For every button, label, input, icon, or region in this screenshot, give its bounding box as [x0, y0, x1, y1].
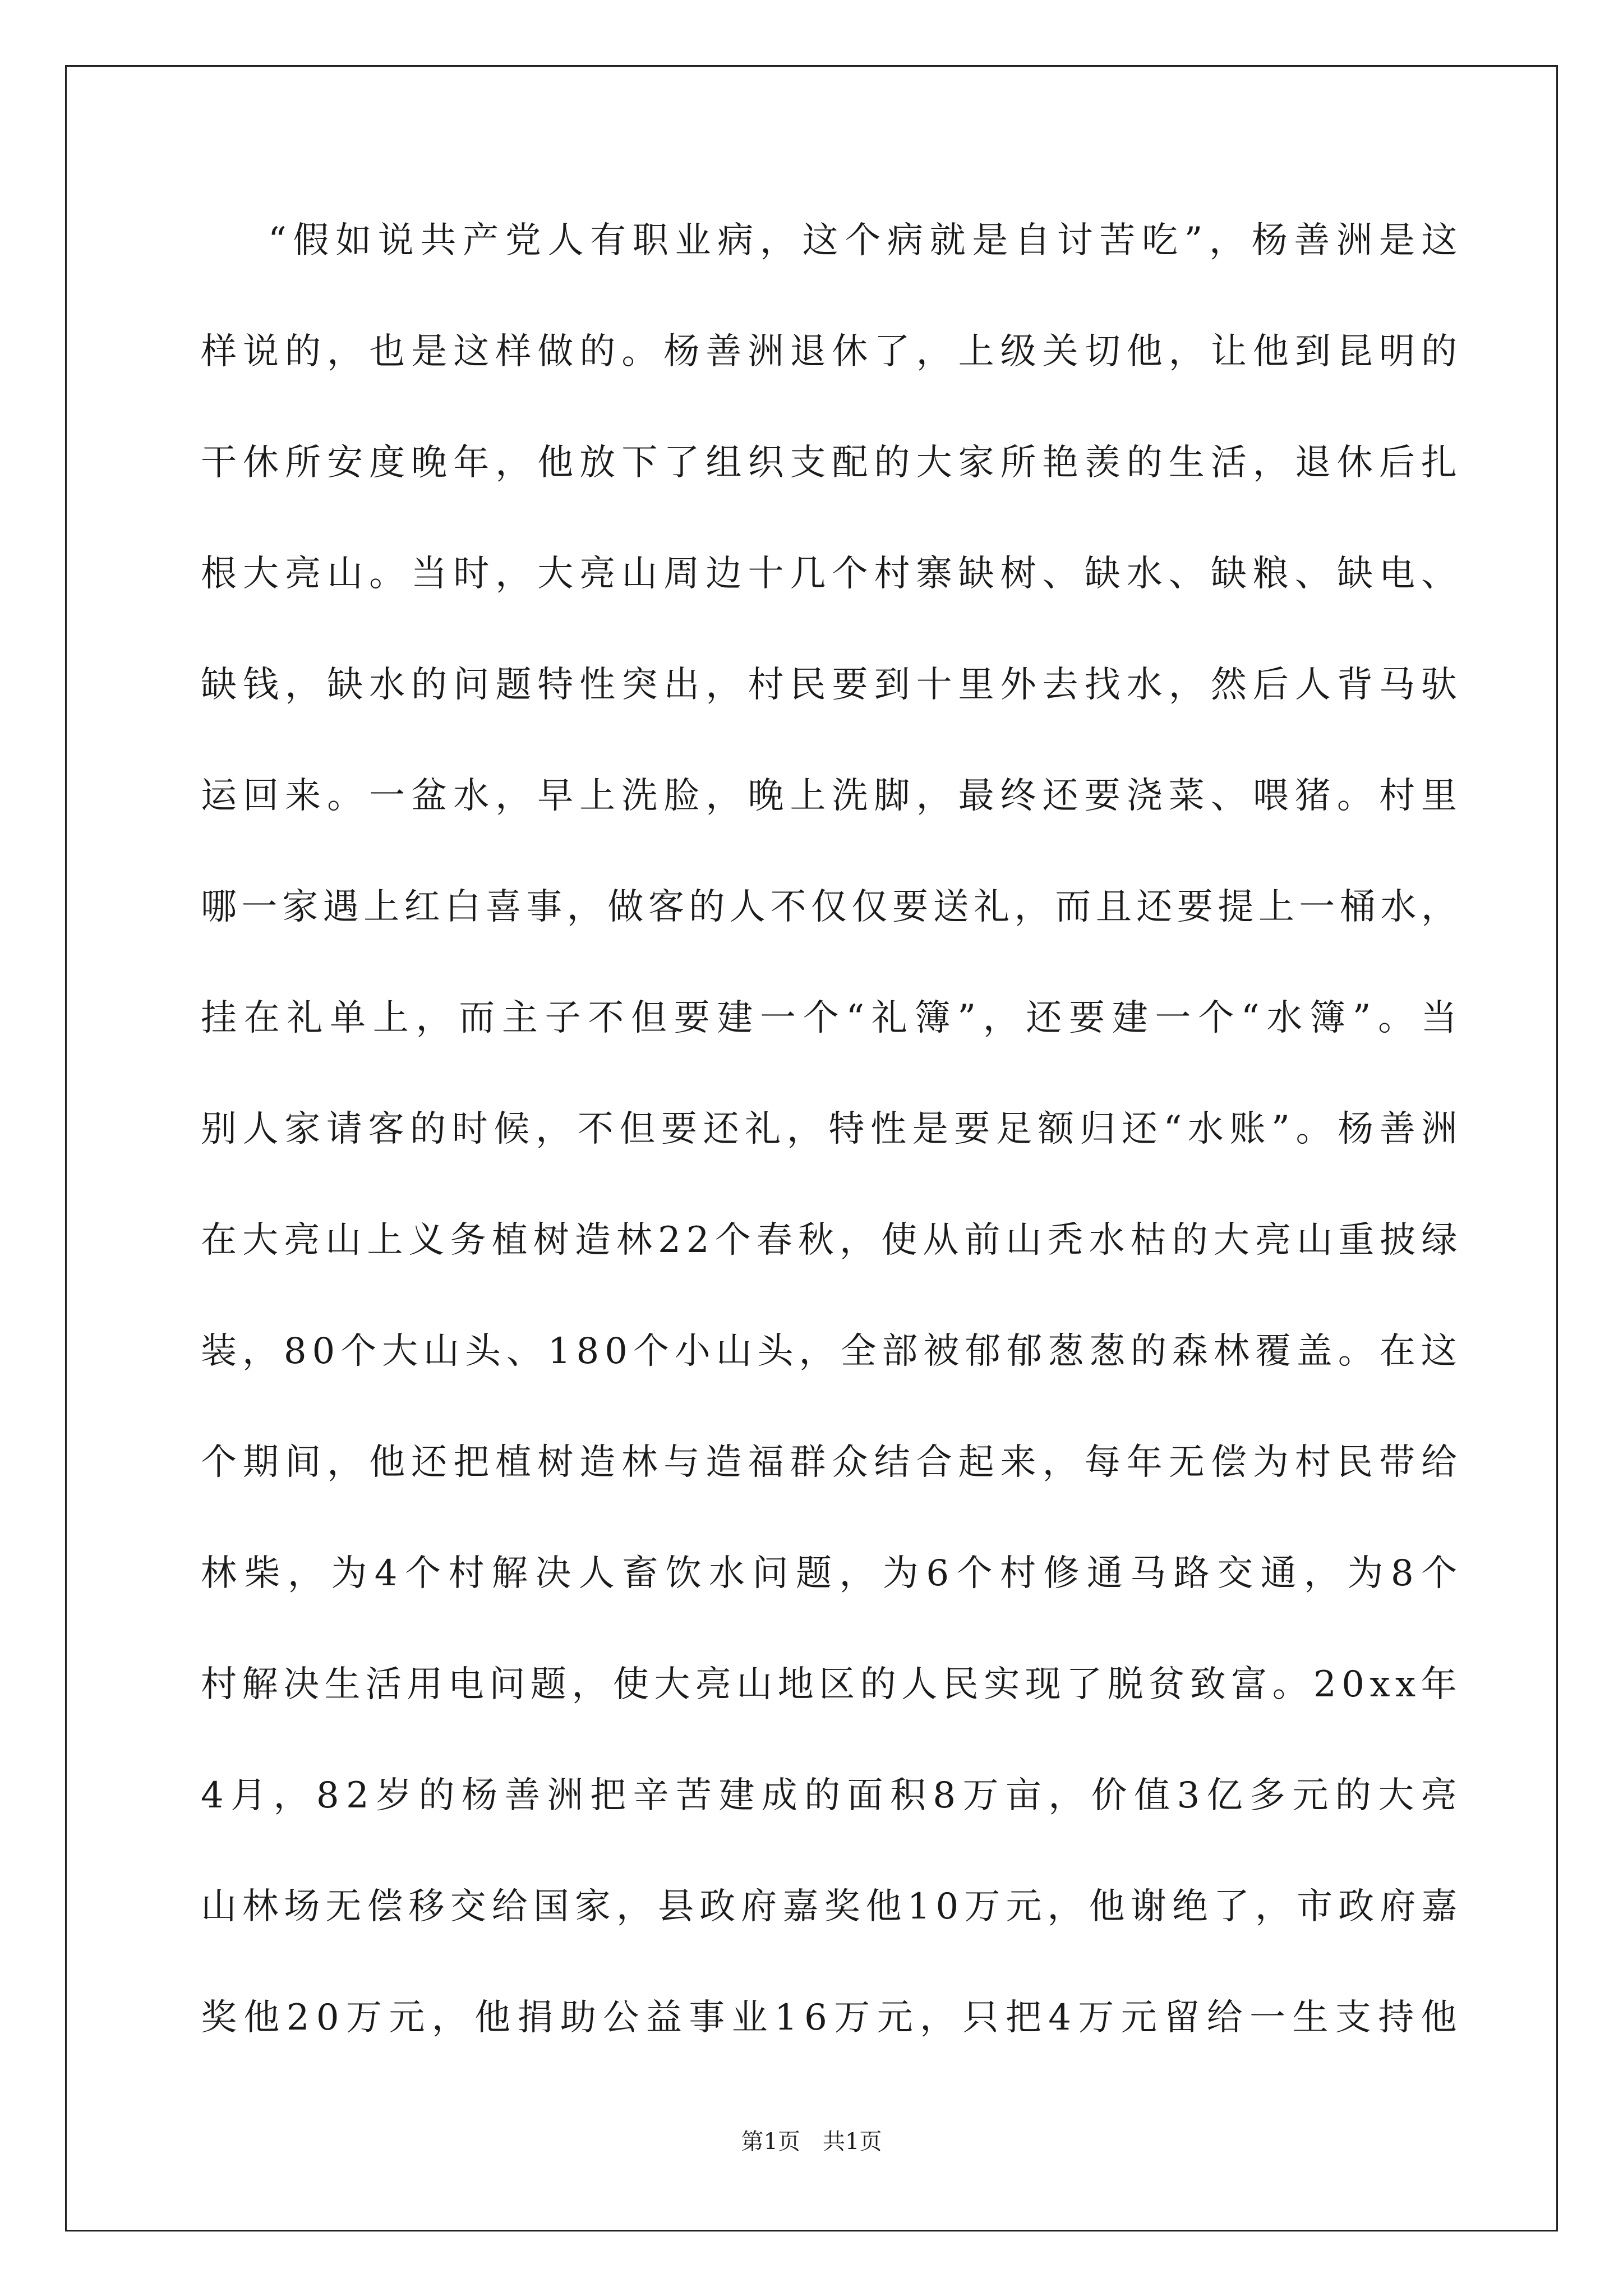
text-line: 4月，82岁的杨善洲把辛苦建成的面积8万亩，价值3亿多元的大亮 — [201, 1775, 1464, 1816]
text-line: 奖他20万元，他捐助公益事业16万元，只把4万元留给一生支持他 — [201, 1997, 1464, 2039]
text-line: “假如说共产党人有职业病，这个病就是自讨苦吃”，杨善洲是这 — [268, 220, 1464, 261]
text-line: 干休所安度晚年，他放下了组织支配的大家所艳羡的生活，退休后扎 — [201, 442, 1464, 484]
text-line: 装，80个大山头、180个小山头，全部被郁郁葱葱的森林覆盖。在这 — [201, 1331, 1463, 1372]
page-footer: 第1页 共1页 — [741, 2129, 882, 2155]
text-line: 在大亮山上义务植树造林22个春秋，使从前山秃水枯的大亮山重披绿 — [201, 1220, 1463, 1261]
text-line: 挂在礼单上，而主子不但要建一个“礼簿”，还要建一个“水簿”。当 — [201, 997, 1464, 1039]
text-line: 根大亮山。当时，大亮山周边十几个村寨缺树、缺水、缺粮、缺电、 — [201, 553, 1464, 595]
text-line: 样说的，也是这样做的。杨善洲退休了，上级关切他，让他到昆明的 — [201, 331, 1464, 372]
text-line: 个期间，他还把植树造林与造福群众结合起来，每年无偿为村民带给 — [201, 1442, 1464, 1483]
text-line: 运回来。一盆水，早上洗脸，晚上洗脚，最终还要浇菜、喂猪。村里 — [201, 775, 1464, 817]
text-line: 哪一家遇上红白喜事，做客的人不仅仅要送礼，而且还要提上一桶水， — [201, 886, 1462, 928]
text-line: 村解决生活用电问题，使大亮山地区的人民实现了脱贫致富。20xx年 — [201, 1664, 1463, 1705]
text-line: 缺钱，缺水的问题特性突出，村民要到十里外去找水，然后人背马驮 — [201, 664, 1464, 706]
text-line: 林柴，为4个村解决人畜饮水问题，为6个村修通马路交通，为8个 — [201, 1553, 1465, 1594]
text-line: 山林场无偿移交给国家，县政府嘉奖他10万元，他谢绝了，市政府嘉 — [201, 1886, 1463, 1927]
text-line: 别人家请客的时候，不但要还礼，特性是要足额归还“水账”。杨善洲 — [201, 1108, 1464, 1150]
